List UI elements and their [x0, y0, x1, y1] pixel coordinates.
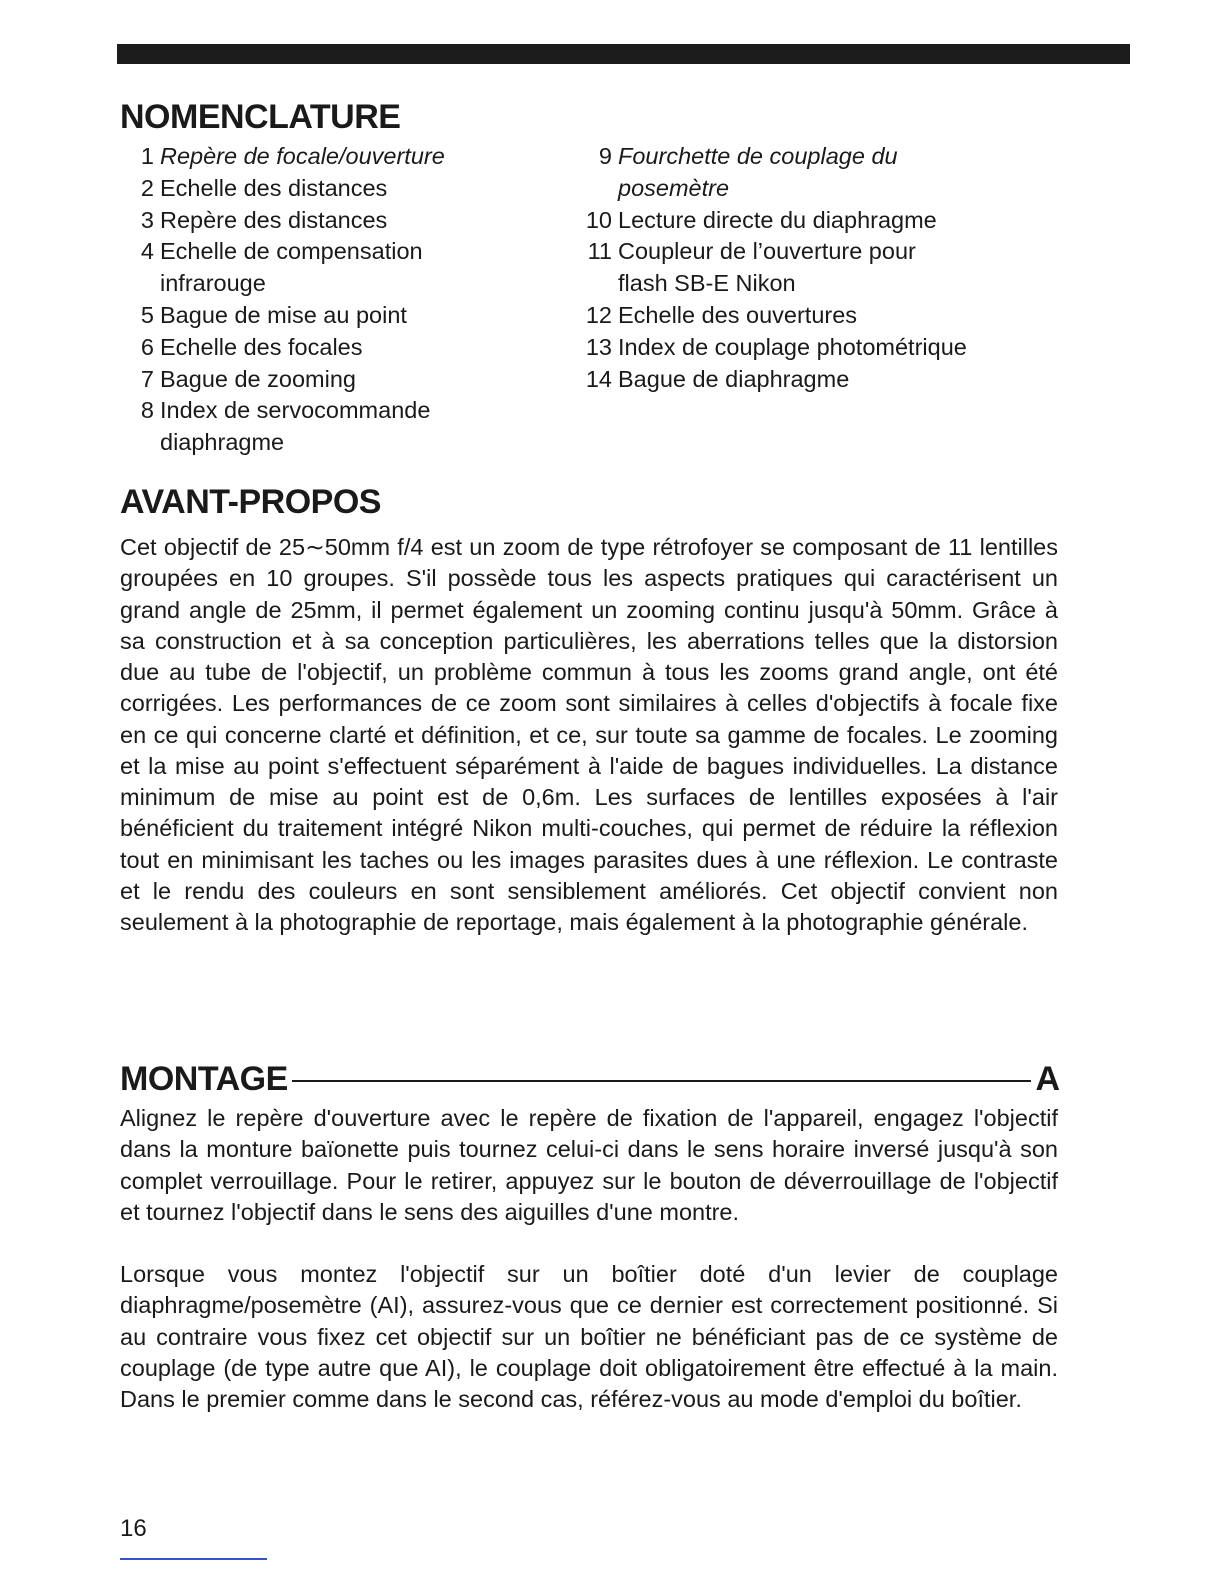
nomenclature-list-right [578, 141, 1048, 395]
item-number: 6 [140, 333, 154, 360]
item-label: Bague de mise au point [160, 301, 407, 328]
list-item [578, 205, 1048, 237]
list-item [578, 332, 1048, 364]
montage-heading: MONTAGE [120, 1060, 288, 1098]
item-label: Echelle des distances [160, 174, 388, 201]
list-item [578, 364, 1048, 396]
item-label: Index de servocommande diaphragme [160, 397, 431, 456]
item-number: 11 [587, 238, 612, 265]
item-label: Index de couplage photométrique [618, 333, 967, 360]
item-number: 1 [140, 143, 154, 169]
item-number: 12 [585, 301, 612, 328]
page-number: 16 [120, 1515, 147, 1542]
item-number: 2 [140, 174, 154, 201]
list-item [120, 395, 560, 459]
item-label: Lecture directe du diaphragme [618, 206, 937, 233]
item-number: 10 [585, 206, 612, 233]
montage-paragraph-2: Lorsque vous montez l'objectif sur un boîtier doté d'un levier de couplage diaphragme/posemètre (AI), assurez-vous que ce dernier est correctement positionné. Si au contraire vous fixez cet objectif sur un boîtier ne bénéficiant pas de ce système de couplage (de type autre que AI), le couplage doit obligatoirement être effectué à la main. Dans le premier comme dans le second cas, référez-vous au mode d'emploi du boîtier. [120, 1261, 1058, 1412]
item-label: Bague de zooming [160, 365, 356, 392]
list-item [578, 141, 1048, 205]
nomenclature-list-left [120, 141, 560, 459]
item-number: 3 [140, 206, 154, 233]
item-label: Fourchette de couplage du posemètre [618, 143, 898, 201]
list-item [120, 205, 560, 237]
montage-figure-letter: A [1035, 1060, 1060, 1098]
item-label: Echelle des ouvertures [618, 301, 858, 328]
montage-heading-row [120, 1057, 1060, 1099]
item-number: 7 [140, 365, 154, 392]
list-item [578, 300, 1048, 332]
avant-propos-paragraph: Cet objectif de 25∼50mm f/4 est un zoom de type rétrofoyer se composant de 11 lentilles groupées en 10 groupes. S'il possède tous les aspects pratiques qui caractérisent un grand angle de 25mm, il permet également un zooming continu jusqu'à 50mm. Grâce à sa construction et à sa conception particulières, les aberrations telles que la distorsion due au tube de l'objectif, un problème commun à tous les zooms grand angle, ont été corrigées. Les performances de ce zoom sont similaires à celles d'objectifs à focale fixe en ce qui concerne clarté et définition, et ce, sur toute sa gamme de focales. Le zooming et la mise au point s'effectuent séparément à l'aide de bagues individuelles. La distance minimum de mise au point est de 0,6m. Les surfaces de lentilles exposées à l'air bénéficient du traitement intégré Nikon multi-couches, qui permet de réduire la réflexion tout en minimisant les taches ou les images parasites dues à une réflexion. Le contraste et le rendu des couleurs en sont sensiblement améliorés. Cet objectif convient non seulement à la photographie de reportage, mais également à la photographie générale. [120, 534, 1058, 935]
list-item [120, 364, 560, 396]
item-label: Repère des distances [160, 206, 388, 233]
item-number: 5 [140, 301, 154, 328]
item-number: 14 [585, 365, 612, 392]
heading-rule [292, 1080, 1032, 1082]
list-item [120, 300, 560, 332]
item-label: Coupleur de l’ouverture pour flash SB-E Nikon [618, 238, 916, 297]
item-label: Bague de diaphragme [618, 365, 850, 392]
montage-paragraph-1: Alignez le repère d'ouverture avec le repère de fixation de l'appareil, engagez l'objectif dans la monture baïonette puis tournez celui-ci dans le sens horaire inversé jusqu'à son complet verrouillage. Pour le retirer, appuyez sur le bouton de déverrouillage de l'objectif et tournez l'objectif dans le sens des aiguilles d'une montre. [120, 1105, 1058, 1225]
footer-rule [120, 1558, 267, 1560]
header-rule [117, 44, 1130, 64]
list-item [120, 141, 560, 173]
list-item [120, 173, 560, 205]
item-label: Repère de focale/ouverture [160, 143, 445, 169]
item-label: Echelle de compensation infrarouge [160, 238, 423, 297]
list-item [120, 236, 560, 300]
avant-propos-heading: AVANT-PROPOS [120, 483, 381, 521]
item-number: 4 [140, 238, 154, 265]
item-number: 9 [598, 143, 612, 169]
item-number: 8 [140, 397, 154, 424]
nomenclature-heading: NOMENCLATURE [120, 98, 401, 136]
item-label: Echelle des focales [160, 333, 363, 360]
list-item [578, 236, 1048, 300]
list-item [120, 332, 560, 364]
item-number: 13 [585, 333, 612, 360]
